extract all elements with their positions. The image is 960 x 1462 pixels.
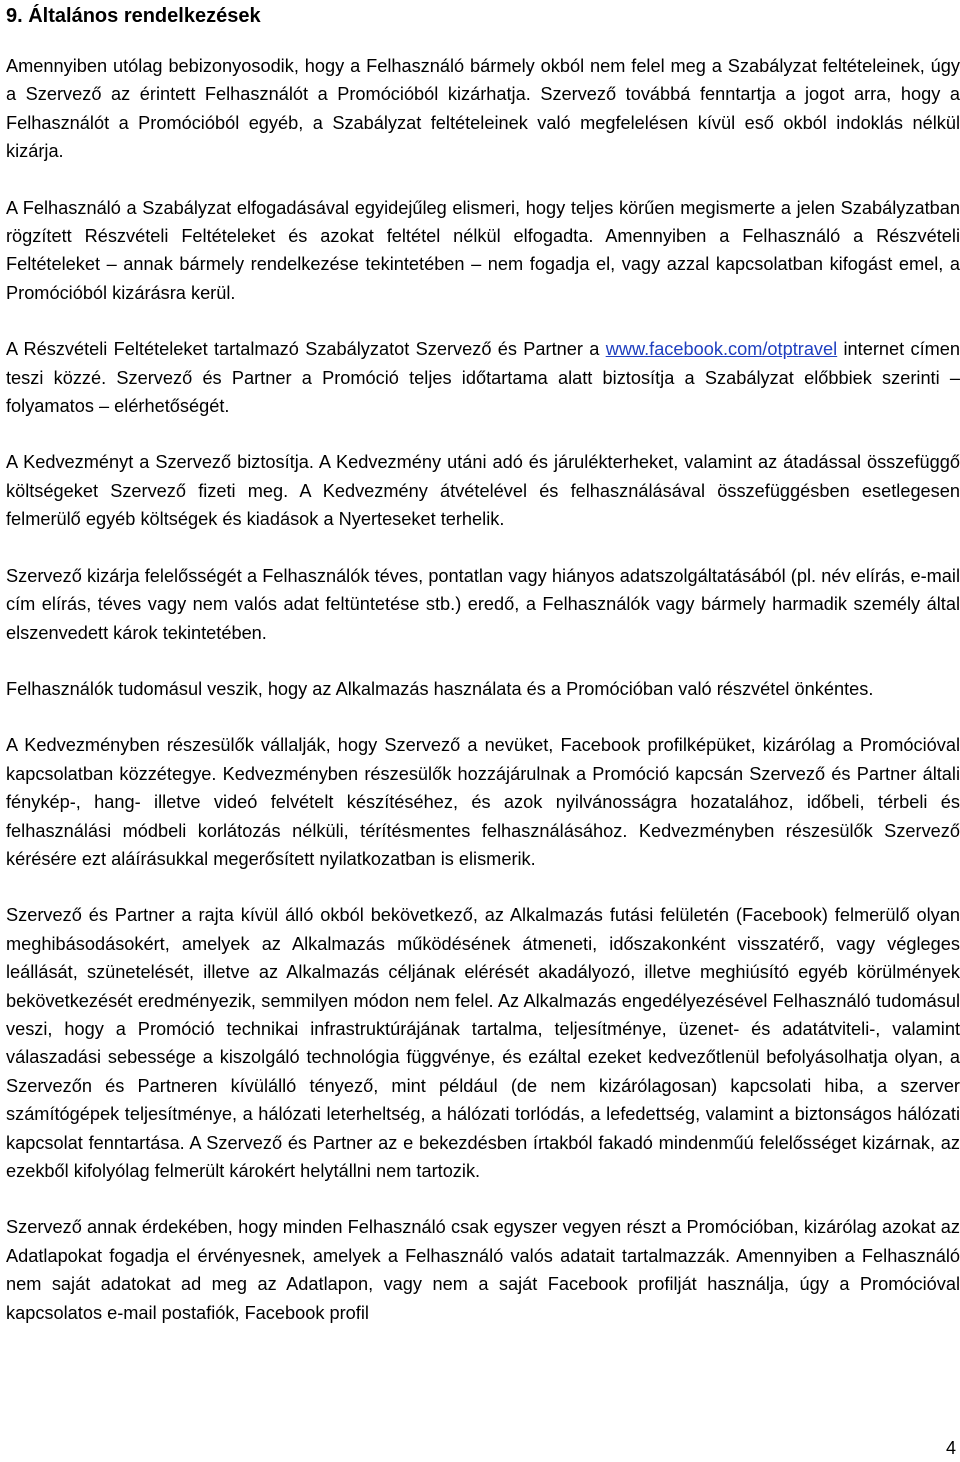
paragraph-valid-data: Szervező annak érdekében, hogy minden Felhasználó csak egyszer vegyen részt a Promócióban, kizárólag azokat az Adatlapokat fogadja el érvényesnek, amelyek a Felhasználó valós adatait tartalmazzák. Amennyiben a Felhasználó nem saját adatokat ad meg az Adatlapon, vagy nem a saját Facebook profilját használja, úgy a Promócióval kapcsolatos e-mail postafiók, Facebook profil xyxy=(6,1217,960,1323)
paragraph-publication-text-after: internet címen teszi közzé. Szervező és Partner a Promóció teljes időtartama alatt biztosítja a Szabályzat előbbiek szerinti – folyamatos – elérhetőségét. xyxy=(6,339,960,417)
document-page xyxy=(6,0,960,1327)
paragraph-exclusion: Amennyiben utólag bebizonyosodik, hogy a Felhasználó bármely okból nem felel meg a Szabályzat feltételeinek, úgy a Szervező az érintett Felhasználót a Promócióból kizárhatja. Szervező továbbá fenntartja a jogot arra, hogy a Felhasználót a Promócióból egyéb, a Szabályzat feltételeinek való megfelelésen kívül eső okból indoklás nélkül kizárja. xyxy=(6,56,960,162)
paragraph-voluntary: Felhasználók tudomásul veszik, hogy az Alkalmazás használata és a Promócióban való részvétel önkéntes. xyxy=(6,678,874,699)
section-title: 9. Általános rendelkezések xyxy=(6,5,261,27)
paragraph-liability-data: Szervező kizárja felelősségét a Felhasználók téves, pontatlan vagy hiányos adatszolgáltatásából (pl. név elírás, e-mail cím elírás, téves vagy nem valós adat feltüntetése stb.) eredő, a Felhasználók vagy bármely harmadik személy által elszenvedett károk tekintetében. xyxy=(6,565,960,643)
paragraph-technical-liability: Szervező és Partner a rajta kívül álló okból bekövetkező, az Alkalmazás futási felületén (Facebook) felmerülő olyan meghibásodásokért, amelyek az Alkalmazás működésének átmeneti, időszakonként visszatérő, vagy végleges leállását, szünetelését, illetve az Alkalmazás céljának elérését akadályozó, illetve meghiúsító egyéb körülmények bekövetkezését eredményezik, semmilyen módon nem felel. Az Alkalmazás engedélyezésével Felhasználó tudomásul veszi, hogy a Promóció technikai infrastruktúrájának tartalma, teljesítménye, üzenet- és adatátviteli-, valamint válaszadási sebessége a kiszolgáló technológia függvénye, és ezáltal ezeket kedvezőtlenül befolyásolhatja olyan, a Szervezőn és Partneren kívülálló tényező, mint például (de nem kizárólagosan) kapcsolati hiba, a szerver számítógépek teljesítménye, a hálózati leterheltség, a hálózati torlódás, a lefedettség, valamint a biztonságos hálózati kapcsolat fenntartása. A Szervező és Partner az e bekezdésben írtakból fakadó mindenműú felelősséget kizárnak, az ezekből kifolyólag felmerült károkért helytállni nem tartozik. xyxy=(6,905,960,1181)
paragraph-publication xyxy=(6,335,960,420)
paragraph-publication-text-before: A Részvételi Feltételeket tartalmazó Szabályzatot Szervező és Partner a xyxy=(6,339,606,360)
paragraph-benefit: A Kedvezményt a Szervező biztosítja. A Kedvezmény utáni adó és járulékterheket, valamint az átadással összefüggő költségeket Szervező fizeti meg. A Kedvezmény átvételével és felhasználásával összefüggésben esetlegesen felmerülő egyéb költségek és kiadások a Nyerteseket terhelik. xyxy=(6,452,960,530)
page-number: 4 xyxy=(945,1438,956,1458)
paragraph-acceptance: A Felhasználó a Szabályzat elfogadásával egyidejűleg elismeri, hogy teljes körűen megismerte a jelen Szabályzatban rögzített Részvételi Feltételeket és azokat feltétel nélkül elfogadta. Amennyiben a Felhasználó a Részvételi Feltételeket – annak bármely rendelkezése tekintetében – nem fogadja el, vagy azzal kapcsolatban kifogást emel, a Promócióból kizárásra kerül. xyxy=(6,197,960,303)
facebook-link[interactable]: www.facebook.com/otptravel xyxy=(605,339,838,360)
paragraph-winners-consent: A Kedvezményben részesülők vállalják, hogy Szervező a nevüket, Facebook profilképüket, kizárólag a Promócióval kapcsolatban közzétegye. Kedvezményben részesülők hozzájárulnak a Promóció kapcsán Szervező és Partner általi fénykép-, hang- illetve videó felvételt készítéséhez, és azok nyilvánosságra hozatalához, időbeli, térbeli és felhasználási módbeli korlátozás nélküli, térítésmentes felhasználásához. Kedvezményben részesülők Szervező kérésére ezt aláírásukkal megerősített nyilatkozatban is elismerik. xyxy=(6,735,960,869)
